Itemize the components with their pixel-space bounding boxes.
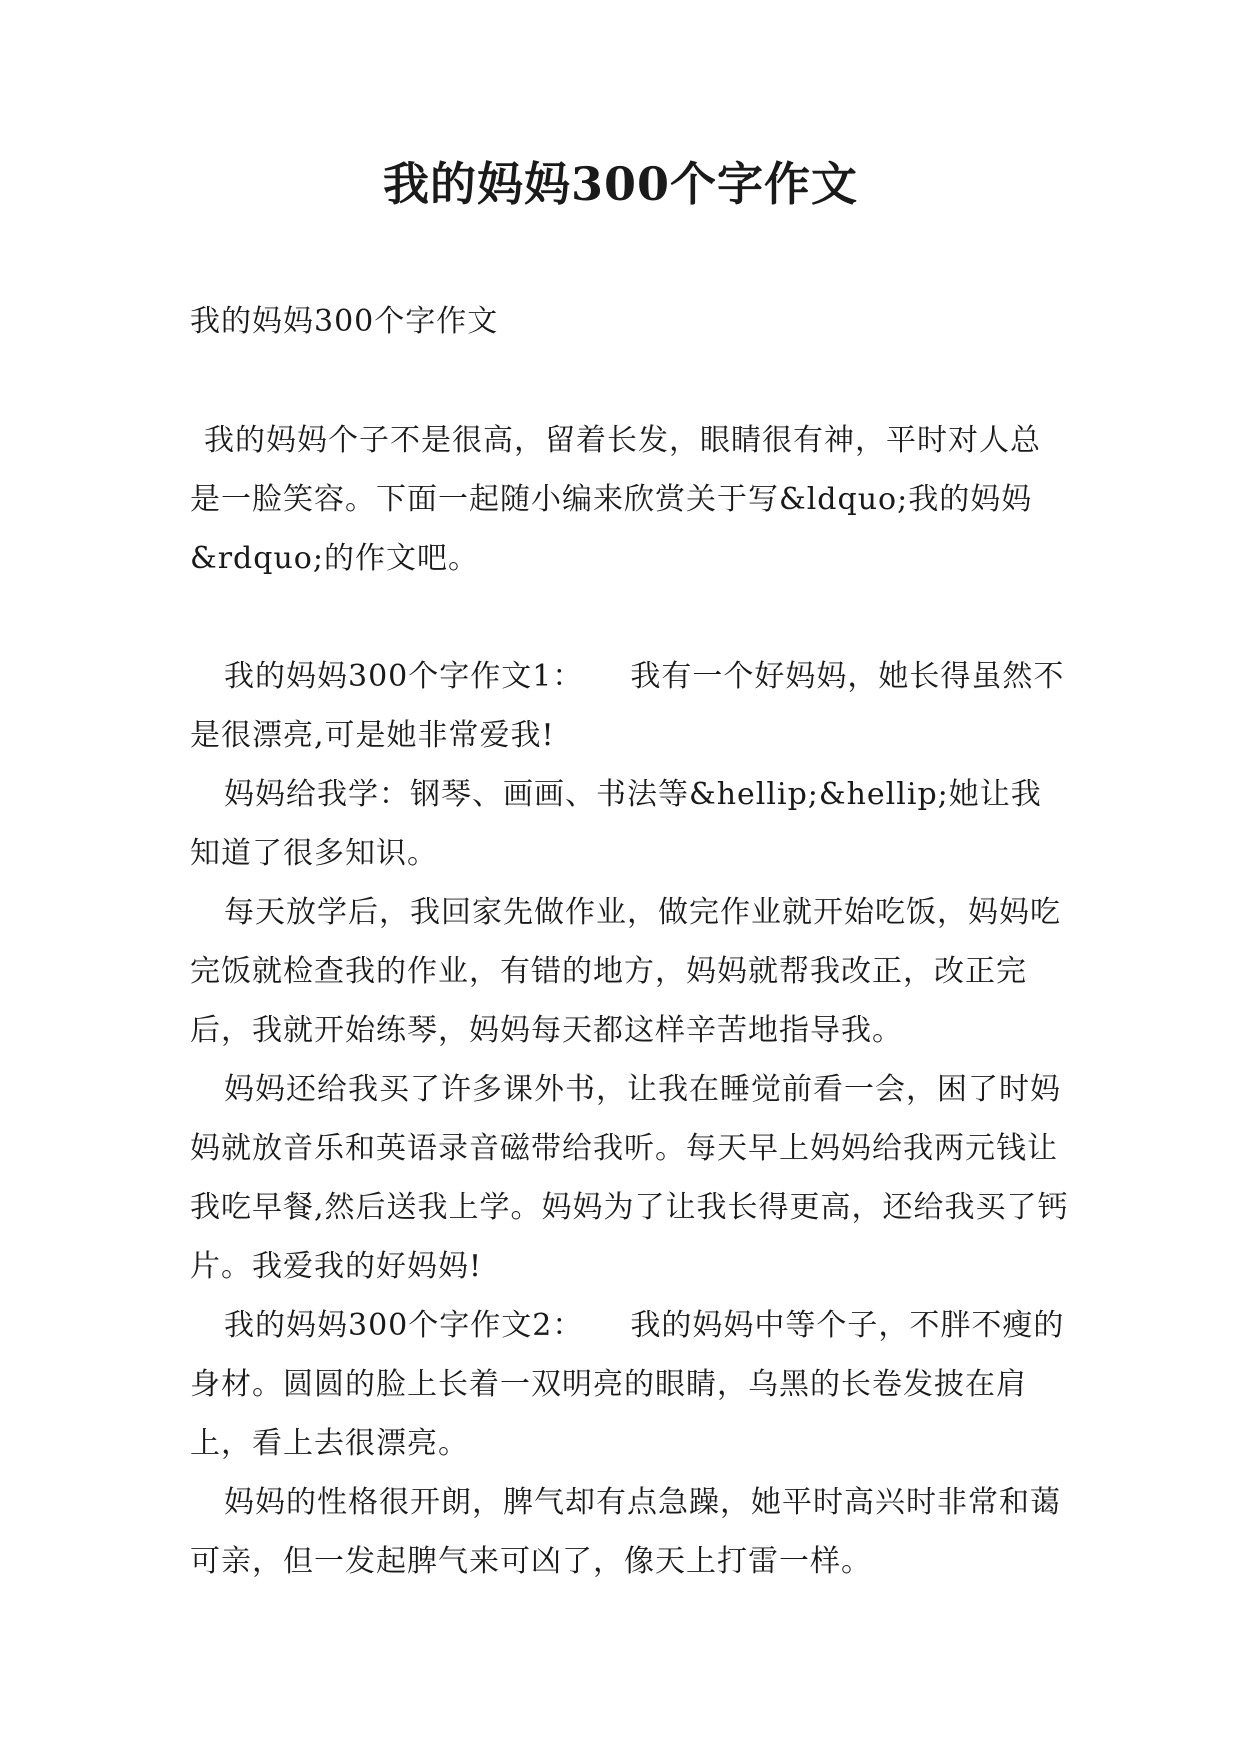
body-paragraph: 每天放学后，我回家先做作业，做完作业就开始吃饭，妈妈吃完饭就检查我的作业，有错的地方，妈妈就帮我改正，改正完后，我就开始练琴，妈妈每天都这样辛苦地指导我。 (190, 895, 1061, 1048)
body-paragraph: 我的妈妈300个字作文2： 我的妈妈中等个子，不胖不瘦的身材。圆圆的脸上长着一双明亮的眼睛，乌黑的长卷发披在肩上，看上去很漂亮。 (190, 1308, 1065, 1461)
document-body (190, 292, 1070, 1591)
document-title: 我的妈妈300个字作文 (382, 157, 859, 211)
intro-paragraph: 我的妈妈个子不是很高，留着长发，眼睛很有神，平时对人总是一脸笑容。下面一起随小编来欣赏关于写&ldquo;我的妈妈&rdquo;的作文吧。 (190, 423, 1041, 576)
body-paragraph: 妈妈还给我买了许多课外书，让我在睡觉前看一会，困了时妈妈就放音乐和英语录音磁带给我听。每天早上妈妈给我两元钱让我吃早餐,然后送我上学。妈妈为了让我长得更高，还给我买了钙片。我爱我的好妈妈! (190, 1072, 1069, 1284)
document-subtitle: 我的妈妈300个字作文 (190, 304, 499, 339)
body-paragraph: 妈妈给我学：钢琴、画画、书法等&hellip;&hellip;她让我知道了很多知识。 (190, 777, 1042, 871)
body-paragraph: 妈妈的性格很开朗，脾气却有点急躁，她平时高兴时非常和蔼可亲，但一发起脾气来可凶了，像天上打雷一样。 (190, 1485, 1061, 1579)
body-paragraph: 我的妈妈300个字作文1： 我有一个好妈妈，她长得虽然不是很漂亮,可是她非常爱我! (190, 659, 1065, 753)
